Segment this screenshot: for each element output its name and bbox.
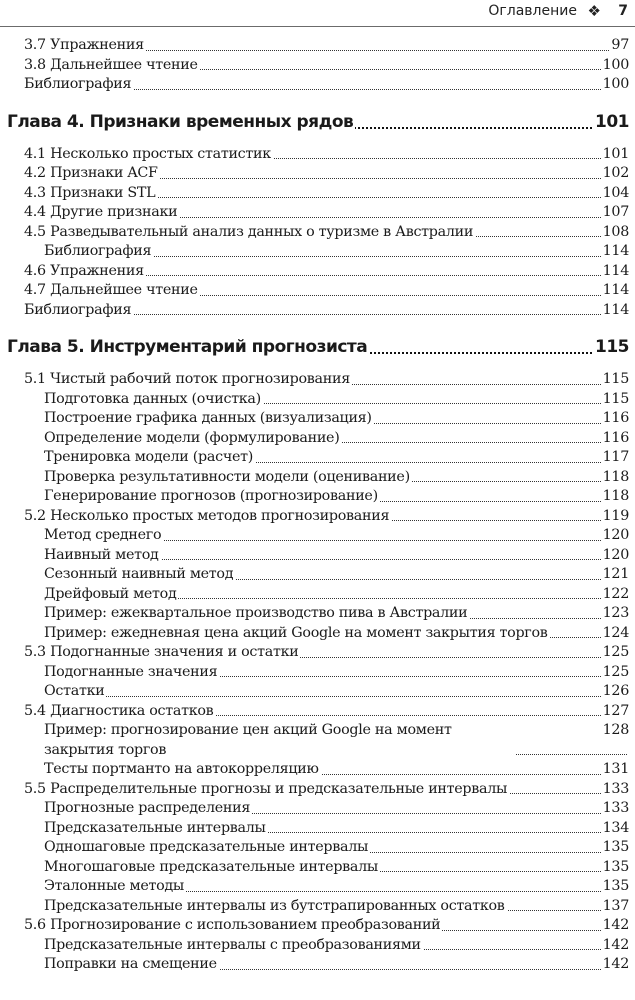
toc-entry-page: 131 xyxy=(601,760,629,780)
toc-entry-title: Глава 4. Признаки временных рядов xyxy=(7,107,355,137)
toc-entry xyxy=(0,858,635,878)
toc-entry-title: Предсказательные интервалы с преобразованиями xyxy=(44,936,423,956)
toc-entry xyxy=(0,838,635,858)
toc-entry-page: 100 xyxy=(601,56,629,76)
toc-entry-page: 122 xyxy=(601,585,629,605)
toc-entry-page: 124 xyxy=(601,624,629,644)
toc-entry-title: Тесты портманто на автокорреляцию xyxy=(44,760,321,780)
toc-entry-page: 133 xyxy=(601,799,629,819)
toc-entry-page: 114 xyxy=(601,242,629,262)
toc-chapter-entry xyxy=(0,332,635,362)
ornament-icon: ❖ xyxy=(587,2,601,20)
toc-entry xyxy=(0,184,635,204)
toc-entry-title: Метод среднего xyxy=(44,526,163,546)
toc-entry-title: 4.6 Упражнения xyxy=(24,262,146,282)
toc-entry xyxy=(0,702,635,722)
toc-entry-title: Пример: прогнозирование цен акций Google на момент закрытия торгов xyxy=(44,721,516,760)
toc-entry xyxy=(0,624,635,644)
toc-entry-page: 125 xyxy=(601,663,629,683)
toc-entry xyxy=(0,682,635,702)
toc-entry xyxy=(0,799,635,819)
toc-entry xyxy=(0,36,635,56)
toc-entry-title: 5.6 Прогнозирование с использованием преобразований xyxy=(24,916,442,936)
toc-entry-title: Построение графика данных (визуализация) xyxy=(44,409,374,429)
toc-entry-title: 5.2 Несколько простых методов прогнозирования xyxy=(24,507,391,527)
toc-entry xyxy=(0,56,635,76)
toc-entry-title: 4.5 Разведывательный анализ данных о туризме в Австралии xyxy=(24,223,475,243)
toc-entry xyxy=(0,877,635,897)
toc-entry xyxy=(0,819,635,839)
toc-entry-page: 114 xyxy=(601,262,629,282)
toc-entry xyxy=(0,164,635,184)
toc-entry xyxy=(0,448,635,468)
toc-entry xyxy=(0,409,635,429)
toc-entry xyxy=(0,936,635,956)
toc-entry-title: Сезонный наивный метод xyxy=(44,565,235,585)
toc-entry xyxy=(0,780,635,800)
toc-entry xyxy=(0,429,635,449)
toc-entry-title: 4.3 Признаки STL xyxy=(24,184,157,204)
toc-entry-title: Поправки на смещение xyxy=(44,955,219,975)
toc-entry-title: Пример: ежедневная цена акций Google на момент закрытия торгов xyxy=(44,624,550,644)
toc-entry xyxy=(0,223,635,243)
toc-entry-title: Библиография xyxy=(24,75,133,95)
toc-entry xyxy=(0,145,635,165)
toc-entry-page: 115 xyxy=(601,370,629,390)
running-header xyxy=(0,0,635,27)
toc-entry xyxy=(0,565,635,585)
toc-entry-page: 127 xyxy=(601,702,629,722)
toc-entry-title: Определение модели (формулирование) xyxy=(44,429,341,449)
toc-entry-title: 4.7 Дальнейшее чтение xyxy=(24,281,200,301)
toc-entry-page: 120 xyxy=(601,546,629,566)
toc-entry-page: 135 xyxy=(601,877,629,897)
toc-entry-title: 3.7 Упражнения xyxy=(24,36,146,56)
toc-entry-title: 5.4 Диагностика остатков xyxy=(24,702,215,722)
toc-entry-page: 142 xyxy=(601,936,629,956)
toc-entry xyxy=(0,75,635,95)
toc-entry-title: Подготовка данных (очистка) xyxy=(44,390,263,410)
dot-leader xyxy=(44,696,627,697)
toc-entry-title: 4.4 Другие признаки xyxy=(24,203,179,223)
toc-entry xyxy=(0,916,635,936)
toc-entry-page: 101 xyxy=(593,107,629,137)
toc-entry-title: 3.8 Дальнейшее чтение xyxy=(24,56,200,76)
toc-entry-page: 120 xyxy=(601,526,629,546)
toc-entry-page: 115 xyxy=(601,390,629,410)
toc-entry-page: 134 xyxy=(601,819,629,839)
toc-entry xyxy=(0,242,635,262)
toc-entry-page: 137 xyxy=(601,897,629,917)
toc-entry-title: Тренировка модели (расчет) xyxy=(44,448,255,468)
toc-entry-title: 5.3 Подогнанные значения и остатки xyxy=(24,643,300,663)
toc-entry xyxy=(0,604,635,624)
toc-entry-title: Генерирование прогнозов (прогнозирование) xyxy=(44,487,380,507)
toc-entry-page: 125 xyxy=(601,643,629,663)
toc-entry xyxy=(0,721,635,760)
toc-entry-page: 97 xyxy=(609,36,629,56)
toc-entry-page: 126 xyxy=(601,682,629,702)
toc-entry xyxy=(0,955,635,975)
toc-entry-page: 108 xyxy=(601,223,629,243)
toc-entry-page: 121 xyxy=(601,565,629,585)
toc-entry-page: 102 xyxy=(601,164,629,184)
toc-entry xyxy=(0,546,635,566)
toc-entry xyxy=(0,897,635,917)
toc-entry-title: Библиография xyxy=(44,242,153,262)
toc-entry xyxy=(0,390,635,410)
toc-entry-title: 5.5 Распределительные прогнозы и предсказательные интервалы xyxy=(24,780,509,800)
toc-entry-page: 107 xyxy=(601,203,629,223)
toc-entry-page: 114 xyxy=(601,281,629,301)
toc-entry-title: Остатки xyxy=(44,682,106,702)
header-page-number: 7 xyxy=(618,3,628,19)
toc-entry-title: 4.1 Несколько простых статистик xyxy=(24,145,273,165)
toc-entry-title: 4.2 Признаки ACF xyxy=(24,164,160,184)
toc-entry-page: 118 xyxy=(601,487,629,507)
toc-entry xyxy=(0,370,635,390)
toc-entry-title: Библиография xyxy=(24,301,133,321)
toc-entry-title: Многошаговые предсказательные интервалы xyxy=(44,858,380,878)
toc-entry-title: Подогнанные значения xyxy=(44,663,219,683)
toc-entry-title: Дрейфовый метод xyxy=(44,585,178,605)
toc-entry xyxy=(0,262,635,282)
toc-entry xyxy=(0,643,635,663)
toc-entry xyxy=(0,487,635,507)
toc-entry xyxy=(0,203,635,223)
toc-entry xyxy=(0,468,635,488)
toc-entry-title: Предсказательные интервалы из бутстрапированных остатков xyxy=(44,897,507,917)
toc-entry-title: Одношаговые предсказательные интервалы xyxy=(44,838,370,858)
toc-entry xyxy=(0,526,635,546)
toc-entry-page: 104 xyxy=(601,184,629,204)
toc-entry xyxy=(0,507,635,527)
toc-entry xyxy=(0,281,635,301)
toc-chapter-entry xyxy=(0,107,635,137)
header-title: Оглавление xyxy=(488,3,577,19)
toc-entry-page: 118 xyxy=(601,468,629,488)
toc-entry-title: Прогнозные распределения xyxy=(44,799,252,819)
toc-entry-page: 119 xyxy=(601,507,629,527)
toc-entry-title: Глава 5. Инструментарий прогнозиста xyxy=(7,332,369,362)
toc-entry-page: 117 xyxy=(601,448,629,468)
toc-entry-page: 135 xyxy=(601,858,629,878)
toc-entry-page: 142 xyxy=(601,955,629,975)
toc-entry-page: 135 xyxy=(601,838,629,858)
toc-entry-title: Наивный метод xyxy=(44,546,161,566)
toc-entry-page: 128 xyxy=(601,721,629,741)
toc-entry xyxy=(0,585,635,605)
toc-entry-title: Проверка результативности модели (оценивание) xyxy=(44,468,412,488)
toc-entry xyxy=(0,760,635,780)
toc-entry-page: 101 xyxy=(601,145,629,165)
toc-entry-page: 114 xyxy=(601,301,629,321)
toc-entry-page: 123 xyxy=(601,604,629,624)
toc-entry xyxy=(0,301,635,321)
toc-entry-title: Эталонные методы xyxy=(44,877,186,897)
toc-entry-page: 100 xyxy=(601,75,629,95)
toc-entry-page: 115 xyxy=(593,332,629,362)
toc-entry-page: 116 xyxy=(601,409,629,429)
toc-entry-title: Пример: ежеквартальное производство пива в Австралии xyxy=(44,604,469,624)
table-of-contents xyxy=(0,36,635,975)
toc-entry-page: 142 xyxy=(601,916,629,936)
toc-entry-page: 116 xyxy=(601,429,629,449)
toc-entry-title: Предсказательные интервалы xyxy=(44,819,268,839)
toc-entry-page: 133 xyxy=(601,780,629,800)
toc-entry xyxy=(0,663,635,683)
toc-entry-title: 5.1 Чистый рабочий поток прогнозирования xyxy=(24,370,352,390)
